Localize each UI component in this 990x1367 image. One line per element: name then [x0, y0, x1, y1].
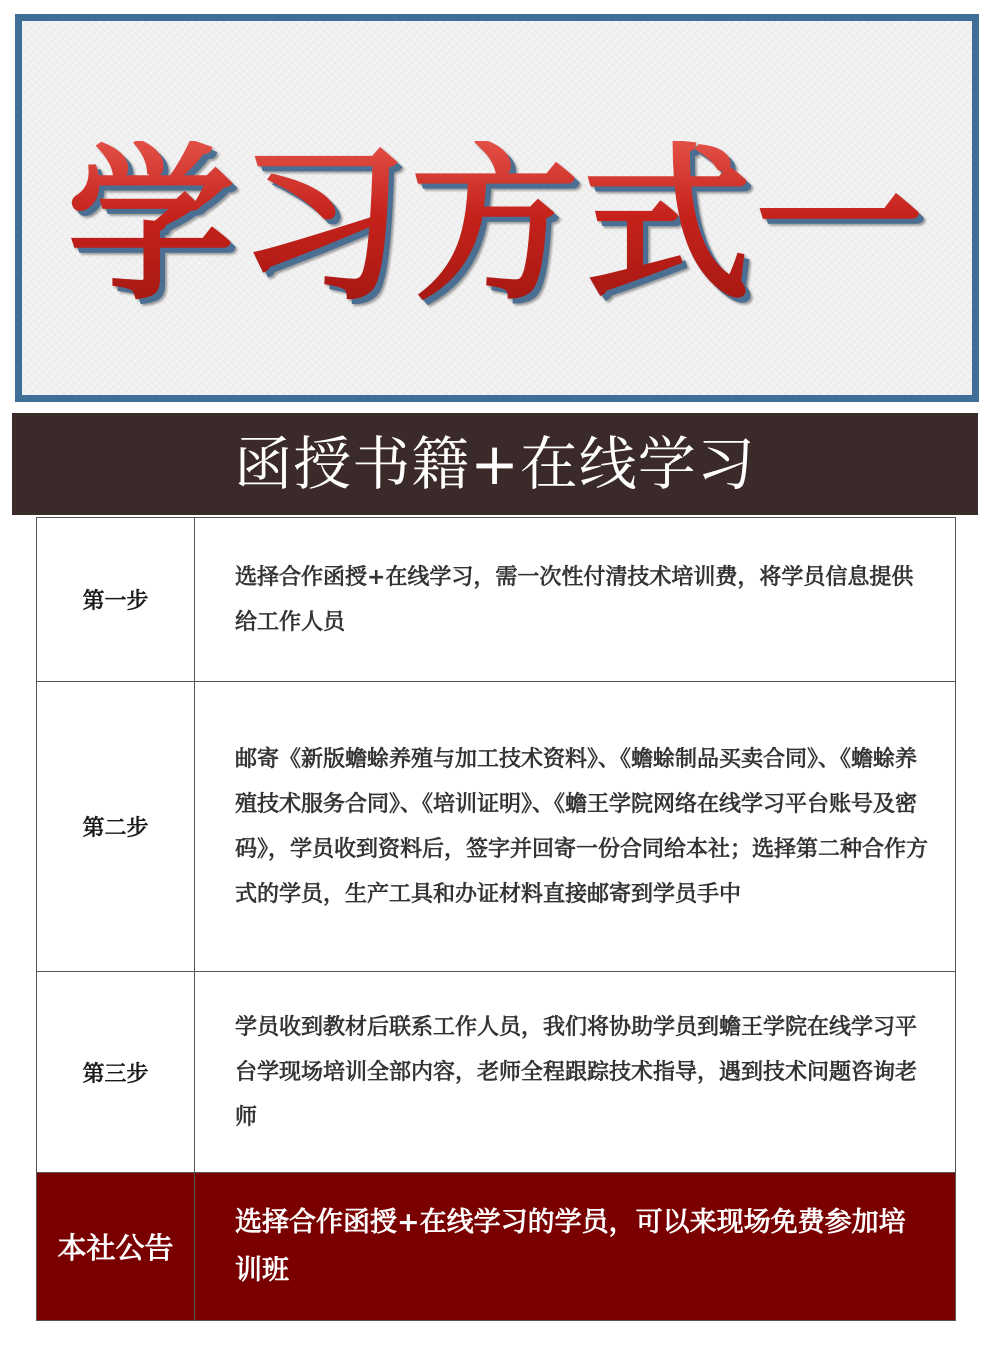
step-row-1 [37, 518, 956, 682]
notice-text: 选择合作函授+在线学习的学员，可以来现场免费参加培训班 [195, 1173, 956, 1321]
step-row-2 [37, 682, 956, 972]
notice-label: 本社公告 [37, 1173, 195, 1321]
hero-title: 学习方式一 [22, 141, 972, 309]
notice-row [37, 1173, 956, 1321]
step-text-3: 学员收到教材后联系工作人员，我们将协助学员到蟾王学院在线学习平台学现场培训全部内容，老师全程跟踪技术指导，遇到技术问题咨询老师 [195, 972, 956, 1173]
step-text-1: 选择合作函授+在线学习，需一次性付清技术培训费，将学员信息提供给工作人员 [195, 518, 956, 682]
step-label-3: 第三步 [37, 972, 195, 1173]
step-row-3 [37, 972, 956, 1173]
subtitle-text: 函授书籍+在线学习 [234, 430, 756, 498]
step-label-2: 第二步 [37, 682, 195, 972]
subtitle-band [12, 413, 978, 515]
steps-table [36, 517, 956, 1321]
step-label-1: 第一步 [37, 518, 195, 682]
hero-banner [15, 14, 979, 402]
step-text-2: 邮寄《新版蟾蜍养殖与加工技术资料》、《蟾蜍制品买卖合同》、《蟾蜍养殖技术服务合同》、《培训证明》、《蟾王学院网络在线学习平台账号及密码》，学员收到资料后，签字并回寄一份合同给本社；选择第二种合作方式的学员，生产工具和办证材料直接邮寄到学员手中 [195, 682, 956, 972]
